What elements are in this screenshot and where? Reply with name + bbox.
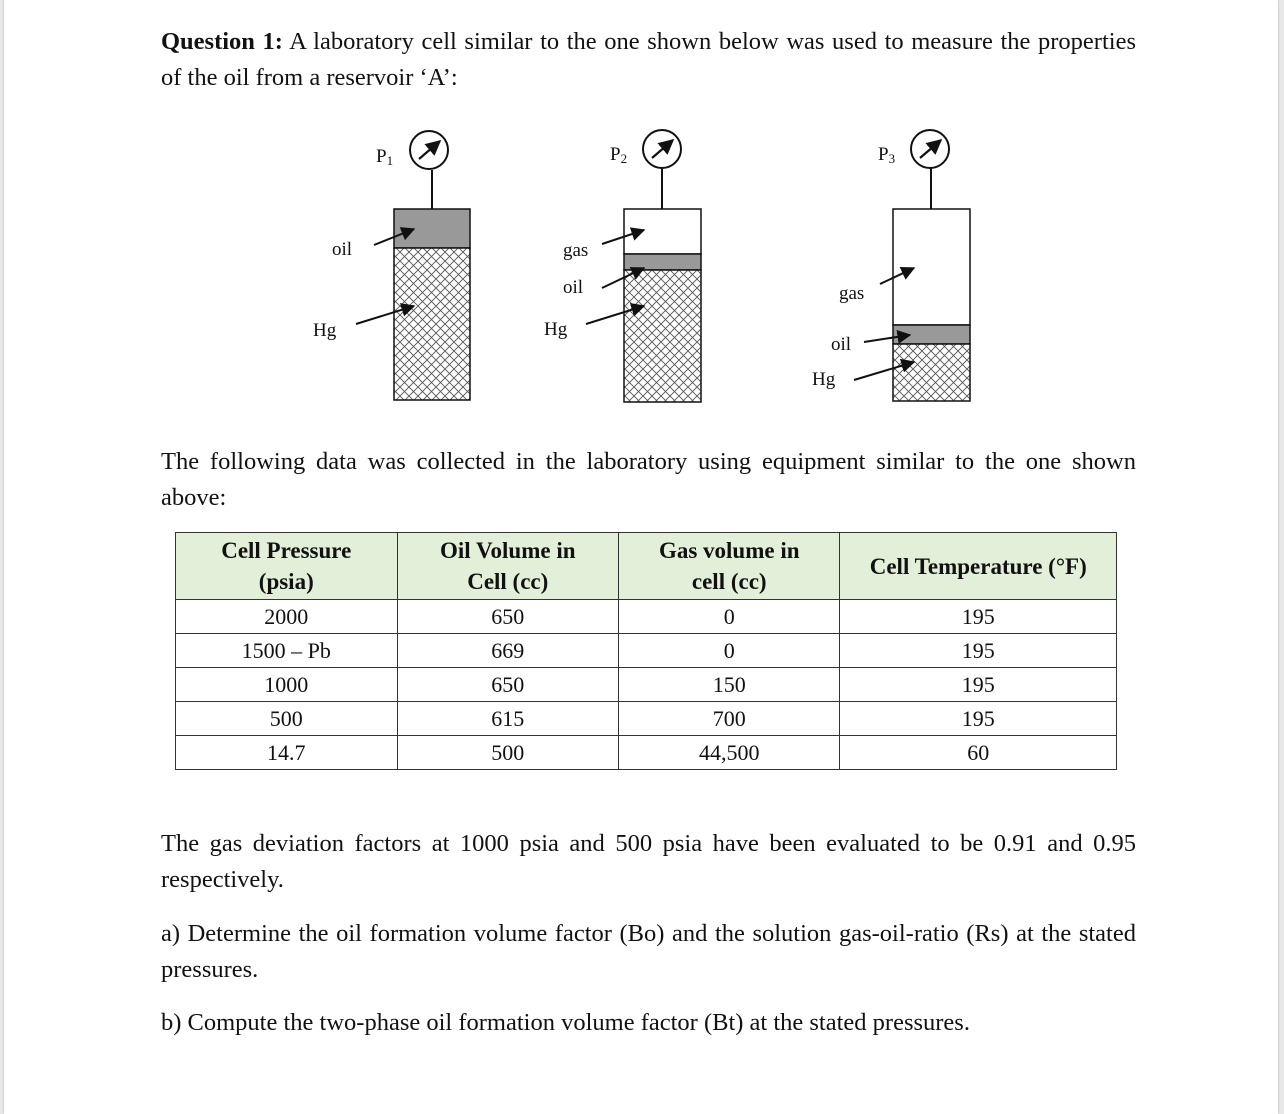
gas-label-3: gas <box>839 283 865 304</box>
table-row <box>176 702 1117 736</box>
pressure-label-2: P2 <box>610 144 628 166</box>
cell-1 <box>313 131 470 400</box>
collected-data-text: The following data was collected in the laboratory using equipment similar to the one shown above: <box>161 448 1136 511</box>
header-cell-temperature: Cell Temperature (°F) <box>840 533 1117 600</box>
table-cell: 669 <box>397 634 618 668</box>
gas-layer-3 <box>893 209 970 325</box>
pressure-label-3: P3 <box>878 144 896 166</box>
lab-data-table <box>175 532 1117 770</box>
hg-label-1: Hg <box>313 320 337 341</box>
table-cell: 14.7 <box>176 736 398 770</box>
hg-label-3: Hg <box>812 369 836 390</box>
cell-2 <box>544 130 701 402</box>
gas-label-2: gas <box>563 240 589 261</box>
pressure-gauge-3-icon <box>911 130 949 168</box>
cell-3 <box>812 130 970 401</box>
header-cell-pressure: Cell Pressure (psia) <box>176 533 398 600</box>
table-cell: 44,500 <box>619 736 840 770</box>
table-cell: 1500 – Pb <box>176 634 398 668</box>
table-cell: 650 <box>397 668 618 702</box>
hg-label-2: Hg <box>544 319 568 340</box>
table-row <box>176 668 1117 702</box>
table-cell: 700 <box>619 702 840 736</box>
oil-label-2: oil <box>563 277 584 298</box>
table-row <box>176 600 1117 634</box>
document-page <box>4 0 1278 1114</box>
header-oil-volume: Oil Volume in Cell (cc) <box>397 533 618 600</box>
hg-layer-3 <box>893 344 970 401</box>
oil-layer-2 <box>624 254 701 270</box>
table-cell: 1000 <box>176 668 398 702</box>
table-row <box>176 736 1117 770</box>
table-cell: 195 <box>840 634 1117 668</box>
table-cell: 60 <box>840 736 1117 770</box>
table-cell: 0 <box>619 600 840 634</box>
table-header-row <box>176 533 1117 600</box>
table-cell: 195 <box>840 702 1117 736</box>
table-cell: 195 <box>840 668 1117 702</box>
table-cell: 0 <box>619 634 840 668</box>
table-cell: 195 <box>840 600 1117 634</box>
oil-label-3: oil <box>831 334 852 355</box>
oil-layer-1 <box>394 209 470 248</box>
table-cell: 615 <box>397 702 618 736</box>
pressure-gauge-1-icon <box>410 131 448 169</box>
pressure-label-1: P1 <box>376 146 394 168</box>
table-cell: 2000 <box>176 600 398 634</box>
oil-label-1: oil <box>332 239 353 260</box>
table-cell: 500 <box>397 736 618 770</box>
lab-cell-diagram <box>4 0 1278 430</box>
part-b-text: b) Compute the two-phase oil formation volume factor (Bt) at the stated pressures. <box>161 1009 970 1036</box>
table-cell: 650 <box>397 600 618 634</box>
pressure-gauge-2-icon <box>643 130 681 168</box>
hg-layer-1 <box>394 248 470 400</box>
oil-layer-3 <box>893 325 970 344</box>
table-cell: 150 <box>619 668 840 702</box>
question-label: Question 1: <box>161 28 283 55</box>
header-gas-volume: Gas volume in cell (cc) <box>619 533 840 600</box>
gas-layer-2 <box>624 209 701 254</box>
part-a-text: a) Determine the oil formation volume factor (Bo) and the solution gas-oil-ratio (Rs) at the stated pressures. <box>161 920 1136 983</box>
table-row <box>176 634 1117 668</box>
question-text: A laboratory cell similar to the one shown below was used to measure the properties of the oil from a reservoir ‘A’: <box>161 28 1136 91</box>
hg-layer-2 <box>624 270 701 402</box>
deviation-factor-text: The gas deviation factors at 1000 psia and 500 psia have been evaluated to be 0.91 and 0.95 respectively. <box>161 830 1136 893</box>
table-cell: 500 <box>176 702 398 736</box>
